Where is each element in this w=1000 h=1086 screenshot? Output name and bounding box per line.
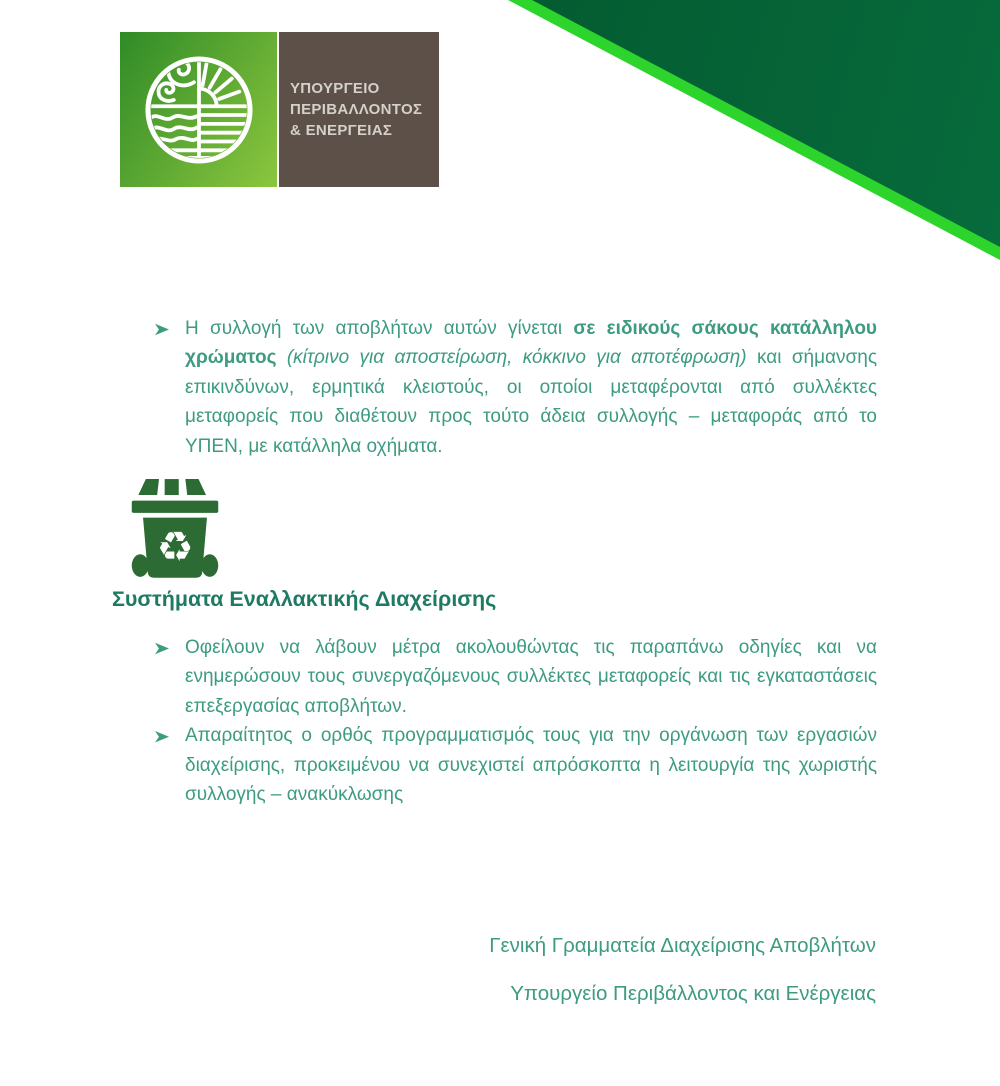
bullet1-italic: (κίτρινο για αποστείρωση, κόκκινο για αποτέφρωση): [276, 347, 747, 369]
bullet1-normal1: Η συλλογή των αποβλήτων αυτών γίνεται: [185, 318, 574, 339]
recycle-bin-icon: [128, 474, 222, 580]
footer-signature: [0, 934, 876, 1006]
corner-triangle-decoration: [532, 0, 1000, 247]
bullet-item-collection: [155, 314, 877, 461]
bullet1-normal2: και σήμανσης επικινδύνων, ερμητικά κλειστούς, οι οποίοι μεταφέρονται από συλλέκτες μεταφορείς που διαθέτουν προς τούτο άδεια συλλογής – μεταφοράς από το ΥΠΕΝ, με κατάλληλα οχήματα.: [185, 347, 877, 457]
logo-name-line: ΥΠΟΥΡΓΕΙΟ: [290, 80, 380, 97]
logo-ministry-name: [279, 32, 439, 187]
logo-name-line: ΠΕΡΙΒΑΛΛΟΝΤΟΣ: [290, 101, 423, 118]
svg-text:♻: ♻: [156, 522, 194, 571]
arrow-bullet-icon: [155, 633, 185, 721]
arrow-bullet-icon: [155, 721, 185, 809]
bullet-text: Οφείλουν να λάβουν μέτρα ακολουθώντας τις παραπάνω οδηγίες και να ενημερώσουν τους συνεργαζόμενους συλλέκτες μεταφορείς και τις εγκαταστάσεις επεξεργασίας αποβλήτων.: [185, 637, 877, 717]
arrow-bullet-icon: [155, 314, 185, 461]
bullet1-bold: σε ειδικούς σάκους κατάλληλου χρώματος: [185, 318, 877, 369]
logo-name-line: & ΕΝΕΡΓΕΙΑΣ: [290, 122, 393, 139]
footer-line-ministry: Υπουργείο Περιβάλλοντος και Ενέργειας: [510, 982, 876, 1005]
bullet-item-planning: [155, 721, 877, 809]
bullet-item-measures: [155, 633, 877, 721]
bullet-list-bottom: [155, 633, 877, 809]
section-heading: Συστήματα Εναλλακτικής Διαχείρισης: [112, 587, 497, 611]
footer-line-secretariat: Γενική Γραμματεία Διαχείρισης Αποβλήτων: [489, 934, 876, 957]
environment-emblem-icon: [136, 47, 262, 173]
bullet-text: [185, 314, 877, 461]
ministry-logo: [120, 32, 439, 187]
logo-emblem-panel: [120, 32, 277, 187]
bullet-text: Απαραίτητος ο ορθός προγραμματισμός τους για την οργάνωση των εργασιών διαχείρισης, προκειμένου να συνεχιστεί απρόσκοπτα η λειτουργία της χωριστής συλλογής – ανακύκλωσης: [185, 725, 877, 806]
bullet-list-top: [155, 314, 877, 461]
